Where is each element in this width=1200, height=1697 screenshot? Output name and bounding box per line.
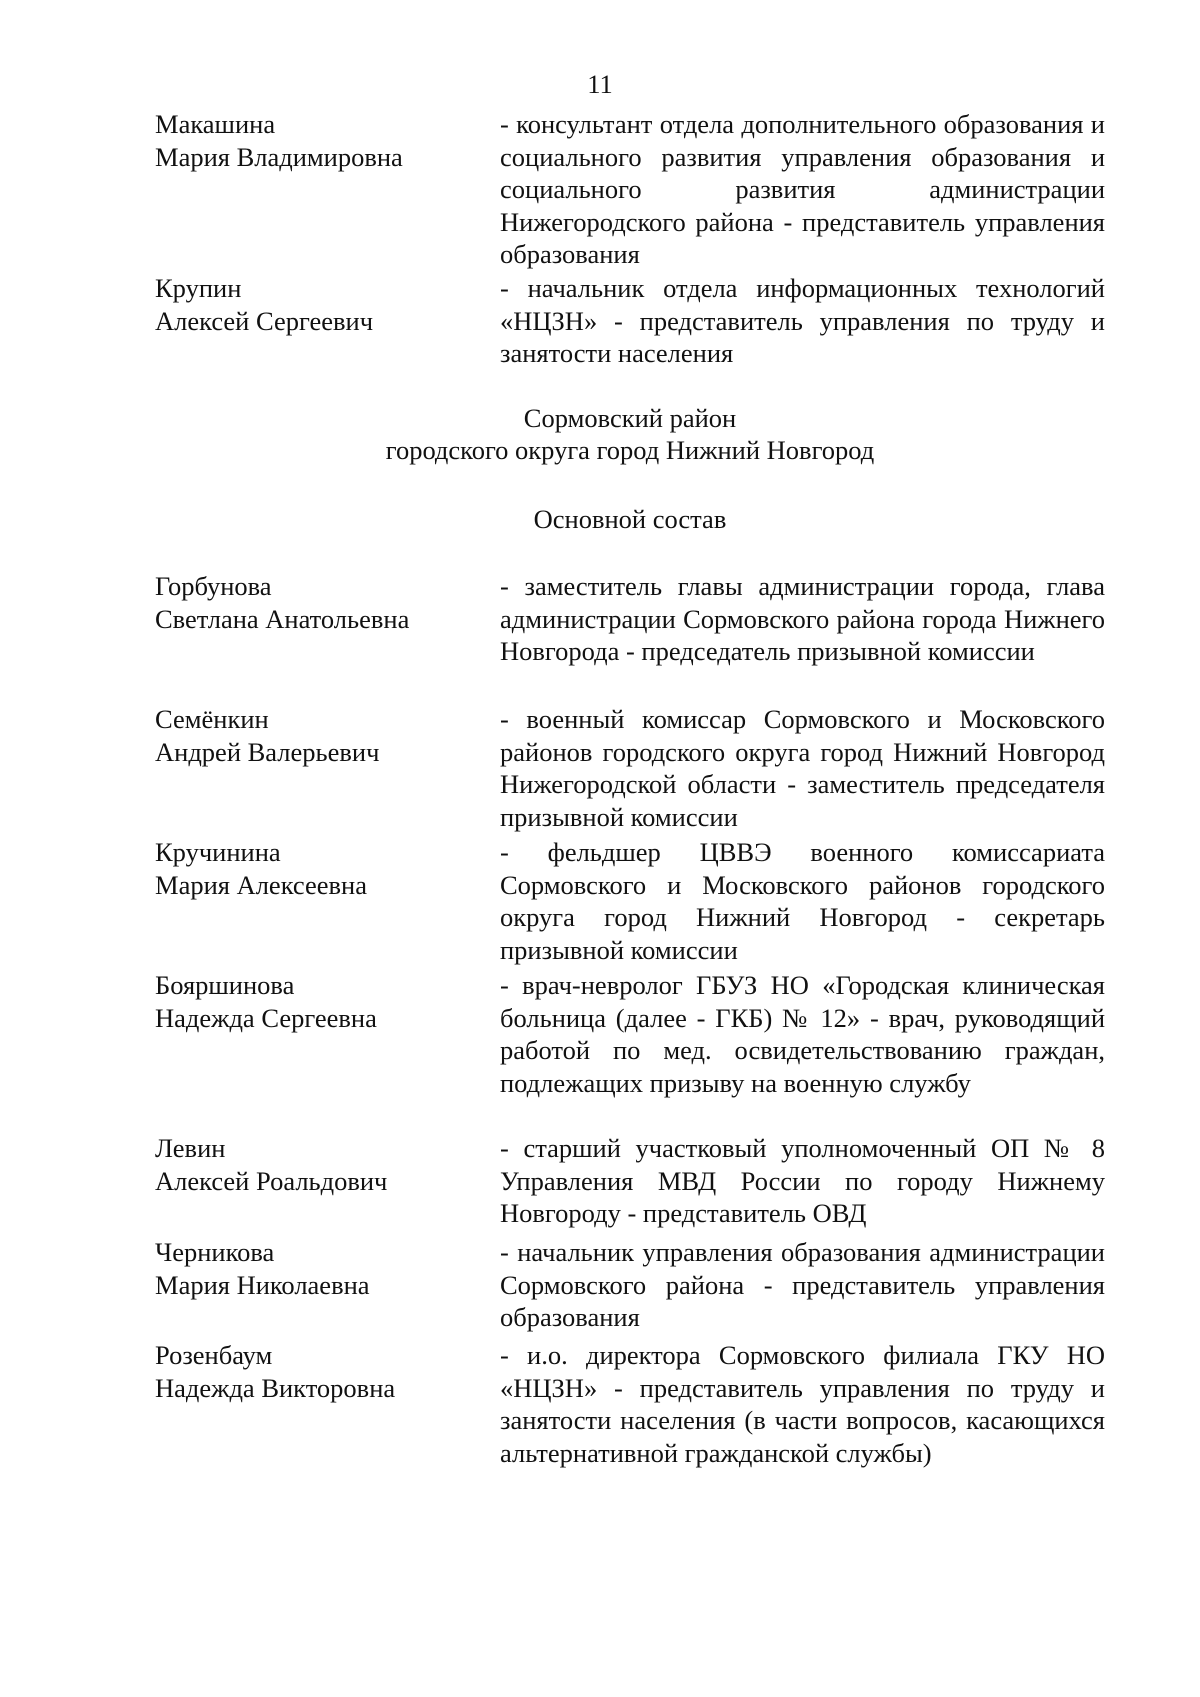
member-role: - военный комиссар Сормовского и Московского районов городского округа город Нижний Новгород Нижегородской области - заместитель председателя призывной комиссии: [500, 704, 1105, 832]
composition-heading: Основной состав: [533, 504, 727, 534]
member-surname: Крупин: [155, 273, 242, 303]
member-surname: Кручинина: [155, 837, 281, 867]
member-surname: Семёнкин: [155, 704, 269, 734]
member-role: - консультант отдела дополнительного образования и социального развития управления образования и социального развития администрации Нижегородского района - представитель управления образования: [500, 109, 1105, 269]
member-given-names: Алексей Роальдович: [155, 1165, 388, 1196]
member-role: - фельдшер ЦВВЭ военного комиссариата Сормовского и Московского районов городского округа город Нижний Новгород - секретарь призывной комиссии: [500, 837, 1105, 965]
member-surname: Черникова: [155, 1237, 275, 1267]
member-given-names: Мария Николаевна: [155, 1269, 370, 1300]
member-given-names: Андрей Валерьевич: [155, 736, 380, 767]
member-surname: Бояршинова: [155, 970, 295, 1000]
member-given-names: Алексей Сергеевич: [155, 305, 374, 336]
district-title-line2: городского округа город Нижний Новгород: [385, 435, 875, 465]
member-surname: Левин: [155, 1133, 226, 1163]
member-name: [155, 969, 485, 1034]
member-name: [155, 1236, 485, 1301]
member-name: [155, 1339, 485, 1404]
page-number: 11: [587, 69, 613, 99]
member-surname: Розенбаум: [155, 1340, 273, 1370]
member-given-names: Светлана Анатольевна: [155, 603, 410, 634]
member-name: [155, 570, 485, 635]
member-name: [155, 108, 485, 173]
member-role: - начальник отдела информационных технологий «НЦЗН» - представитель управления по труду и занятости населения: [500, 273, 1105, 368]
member-name: [155, 703, 485, 768]
member-role: - врач-невролог ГБУЗ НО «Городская клиническая больница (далее - ГКБ) № 12» - врач, руководящий работой по мед. освидетельствованию граждан, подлежащих призыву на военную службу: [500, 970, 1105, 1098]
district-title-line1: Сормовский район: [523, 403, 737, 433]
member-given-names: Надежда Сергеевна: [155, 1002, 377, 1033]
member-given-names: Мария Алексеевна: [155, 869, 367, 900]
member-role: - и.о. директора Сормовского филиала ГКУ НО «НЦЗН» - представитель управления по труду и занятости населения (в части вопросов, касающихся альтернативной гражданской службы): [500, 1340, 1105, 1468]
member-given-names: Надежда Викторовна: [155, 1372, 396, 1403]
member-name: [155, 836, 485, 901]
member-role: - начальник управления образования администрации Сормовского района - представитель управления образования: [500, 1237, 1105, 1332]
member-surname: Горбунова: [155, 571, 272, 601]
member-name: [155, 1132, 485, 1197]
member-name: [155, 272, 485, 337]
member-role: - старший участковый уполномоченный ОП № 8 Управления МВД России по городу Нижнему Новгороду - представитель ОВД: [500, 1133, 1105, 1228]
member-role: - заместитель главы администрации города, глава администрации Сормовского района города Нижнего Новгорода - председатель призывной комиссии: [500, 571, 1105, 666]
member-surname: Макашина: [155, 109, 276, 139]
member-given-names: Мария Владимировна: [155, 141, 403, 172]
